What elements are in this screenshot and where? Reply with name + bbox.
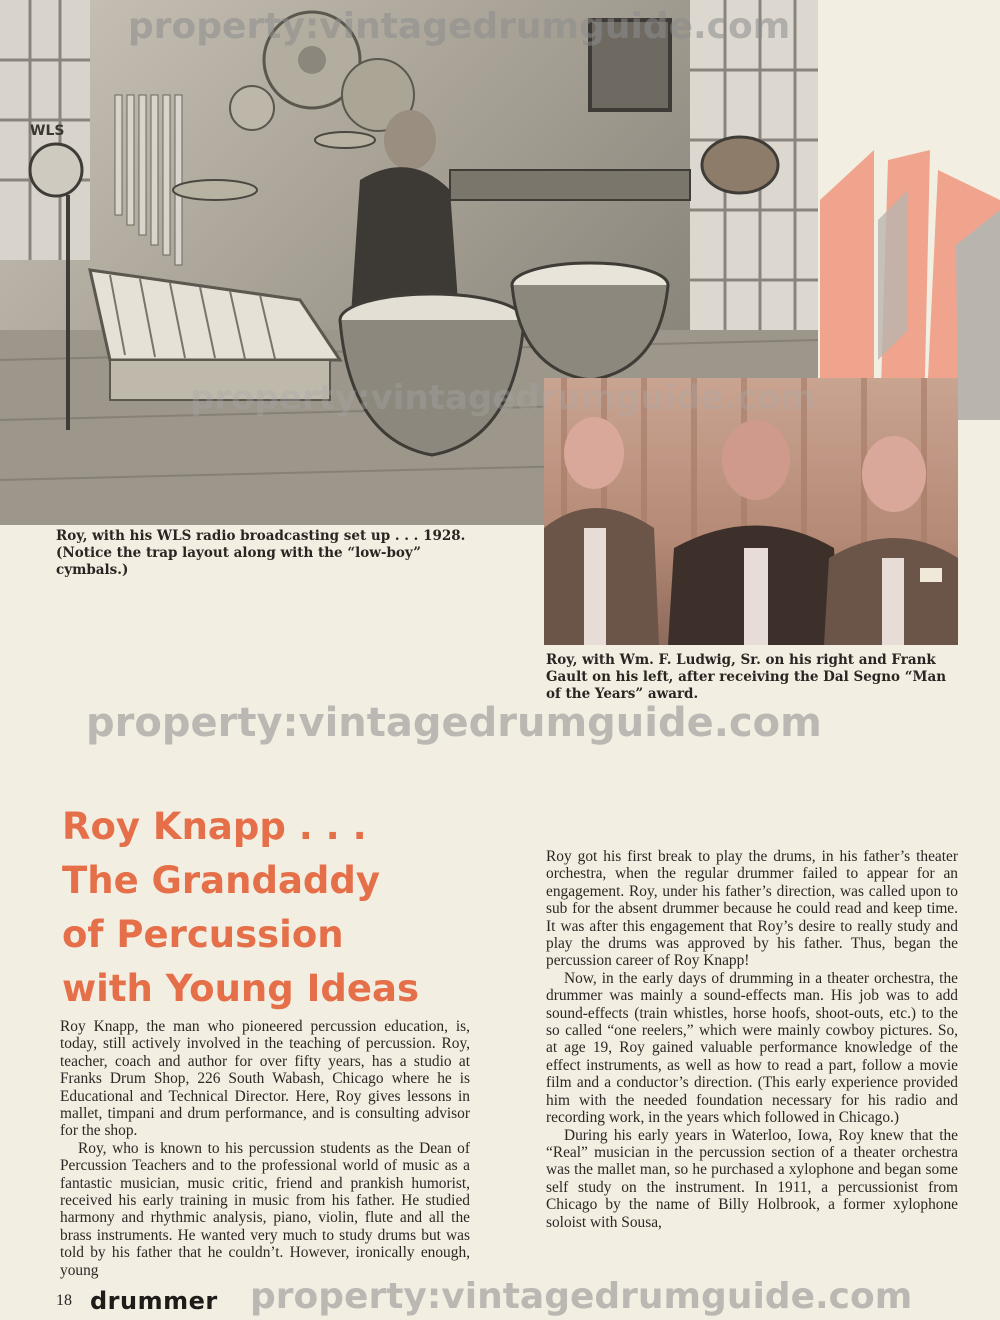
article-paragraph: Now, in the early days of drumming in a theater orchestra, the drummer was mainly a sound-effects man. His job was to add sound-effects (train whistles, horse hoofs, shoot-outs, etc.) to the so called “one reelers,” which were mainly cowboy pictures. So, at age 19, Roy gained valuable performance knowledge of the effect instruments, as well as how to read a part, follow a movie film and a conductor’s direction. (This early experience provided him with the needed foundation necessary for his radio and recording work, in the years which followed in Chicago.): [546, 969, 958, 1127]
headline-line: with Young Ideas: [62, 967, 419, 1010]
decorative-stripes: [818, 0, 1000, 420]
headline-line: of Percussion: [62, 913, 344, 956]
group-photo-caption: Roy, with Wm. F. Ludwig, Sr. on his right and Frank Gault on his left, after receiving the Dal Segno “Man of the Years” award.: [546, 652, 947, 702]
watermark-center: property:vintagedrumguide.com: [86, 700, 822, 746]
watermark-top: property:vintagedrumguide.com: [128, 6, 791, 47]
article-paragraph: Roy Knapp, the man who pioneered percussion education, is, today, still actively involved in the teaching of percussion. Roy, teacher, coach and author for over fifty years, has a studio at Franks Drum Shop, 226 South Wabash, Chicago where he is Educational and Technical Director. Here, Roy gives lessons in mallet, timpani and drum performance, and is consulting advisor for the shop.: [60, 1018, 470, 1140]
article-column-left: [60, 1018, 470, 1279]
headline-line: Roy Knapp . . .: [62, 805, 367, 848]
magazine-name: drummer: [90, 1287, 218, 1315]
article-paragraph: Roy, who is known to his percussion students as the Dean of Percussion Teachers and to the professional world of music as a fantastic musician, music critic, friend and prankish humorist, received his early training in music from his father. He studied harmony and rhythmic analysis, piano, violin, flute and all the brass instruments. He wanted very much to study drums but was told by his father that he couldn’t. However, ironically enough, young: [60, 1139, 470, 1279]
award-group-photo: [544, 378, 958, 645]
article-paragraph: Roy got his first break to play the drums, in his father’s theater orchestra, when the regular drummer failed to appear for an engagement. Roy, under his father’s direction, was called upon to sub for the absent drummer because he could read and keep time. It was after this engagement that Roy’s desire to really study and play the drums was approved by his father. Thus, began the percussion career of Roy Knapp!: [546, 848, 958, 970]
article-column-right: [546, 848, 958, 1231]
article-headline: [62, 800, 502, 1016]
wls-letters: WLS: [30, 123, 65, 139]
watermark-middle: property:vintagedrumguide.com: [190, 378, 816, 418]
watermark-bottom: property:vintagedrumguide.com: [250, 1276, 913, 1317]
wls-photo-caption: Roy, with his WLS radio broadcasting set up . . . 1928. (Notice the trap layout along with the “low-boy” cymbals.): [56, 528, 466, 578]
article-paragraph: During his early years in Waterloo, Iowa, Roy knew that the “Real” musician in the percussion section of a theater orchestra was the mallet man, so he purchased a xylophone and began some self study on the instrument. In 1911, a percussionist from Chicago by the name of Billy Holbrook, a former xylophone soloist with Sousa,: [546, 1126, 958, 1231]
headline-line: The Grandaddy: [62, 859, 381, 902]
page-number: 18: [56, 1292, 72, 1309]
